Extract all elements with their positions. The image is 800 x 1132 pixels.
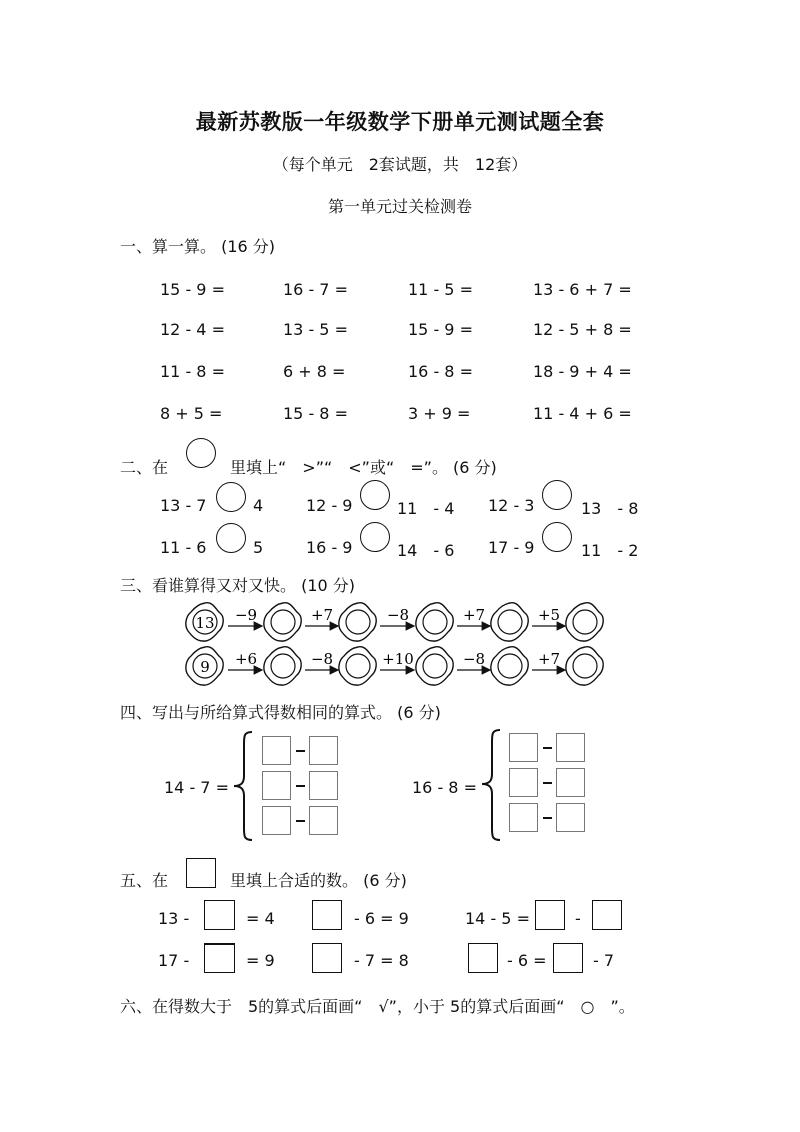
answer-circle[interactable] (360, 480, 390, 510)
minus-sign (296, 820, 305, 822)
calc-item: 13 - 6 + 7 = (533, 280, 632, 299)
section-3-heading: 三、看谁算得又对又快。 (10 分) (120, 576, 356, 595)
answer-box[interactable] (556, 733, 585, 762)
square-symbol (186, 858, 216, 888)
calc-item: 15 - 8 = (283, 404, 348, 423)
answer-box[interactable] (556, 803, 585, 832)
brace-left (230, 728, 260, 844)
calc-item: 18 - 9 + 4 = (533, 362, 632, 381)
fill-text: = 4 (246, 909, 275, 928)
answer-box[interactable] (509, 733, 538, 762)
minus-sign (543, 782, 552, 784)
minus-sign (543, 817, 552, 819)
op-label: +5 (537, 606, 561, 624)
op-label: −8 (386, 606, 410, 624)
compare-right: 5 (253, 538, 264, 557)
answer-box[interactable] (309, 806, 338, 835)
flower-answer[interactable] (416, 603, 453, 641)
fill-box[interactable] (204, 943, 235, 973)
fill-box[interactable] (468, 943, 498, 973)
flower-answer[interactable] (264, 647, 301, 685)
op-label: −8 (462, 650, 486, 668)
unit-title: 第一单元过关检测卷 (327, 197, 472, 216)
page-title: 最新苏教版一年级数学下册单元测试题全套 (195, 110, 605, 134)
fill-text: - 7 = 8 (354, 951, 409, 970)
flower-answer[interactable] (264, 603, 301, 641)
calc-item: 15 - 9 = (160, 280, 225, 299)
compare-right: 11 - 4 (397, 499, 455, 518)
answer-box[interactable] (309, 771, 338, 800)
answer-circle[interactable] (216, 523, 246, 553)
answer-box[interactable] (262, 736, 291, 765)
answer-circle[interactable] (542, 522, 572, 552)
op-label: +7 (537, 650, 561, 668)
fill-box[interactable] (312, 900, 342, 930)
answer-box[interactable] (309, 736, 338, 765)
fill-text: - (575, 909, 581, 928)
fill-box[interactable] (535, 900, 565, 930)
flower-answer[interactable] (566, 603, 603, 641)
fill-box[interactable] (592, 900, 622, 930)
fill-box[interactable] (204, 900, 235, 930)
flower-answer[interactable] (566, 647, 603, 685)
calc-item: 16 - 7 = (283, 280, 348, 299)
calc-item: 16 - 8 = (408, 362, 473, 381)
op-label: +6 (234, 650, 258, 668)
op-label: +7 (310, 606, 334, 624)
op-label: −9 (234, 606, 258, 624)
answer-box[interactable] (262, 806, 291, 835)
minus-sign (543, 747, 552, 749)
section-5-heading-prefix: 五、在 (120, 871, 169, 890)
compare-left: 12 - 9 (306, 496, 353, 515)
fill-box[interactable] (312, 943, 342, 973)
compare-right: 13 - 8 (581, 499, 639, 518)
fill-text: = 9 (246, 951, 275, 970)
answer-circle[interactable] (360, 522, 390, 552)
compare-left: 13 - 7 (160, 496, 207, 515)
calc-item: 15 - 9 = (408, 320, 473, 339)
answer-box[interactable] (509, 768, 538, 797)
calc-item: 3 + 9 = (408, 404, 471, 423)
compare-left: 16 - 9 (306, 538, 353, 557)
page-subtitle: （每个单元 2套试题，共 12套） (272, 155, 528, 174)
section-2-heading-suffix: 里填上“ >”“ <”或“ =”。 (6 分) (230, 458, 497, 477)
op-label: +7 (462, 606, 486, 624)
answer-box[interactable] (509, 803, 538, 832)
compare-right: 4 (253, 496, 264, 515)
flower-answer[interactable] (491, 603, 528, 641)
calc-item: 6 + 8 = (283, 362, 346, 381)
chain-1-start: 13 (195, 614, 215, 632)
section-6-heading: 六、在得数大于 5的算式后面画“ √”，小于 5的算式后面画“ ○ ”。 (120, 997, 635, 1016)
section-2-heading-prefix: 二、在 (120, 458, 169, 477)
circle-symbol (186, 438, 216, 468)
minus-sign (296, 750, 305, 752)
calc-item: 12 - 4 = (160, 320, 225, 339)
calc-item: 11 - 4 + 6 = (533, 404, 632, 423)
answer-circle[interactable] (542, 480, 572, 510)
flower-answer[interactable] (416, 647, 453, 685)
answer-circle[interactable] (216, 482, 246, 512)
answer-box[interactable] (556, 768, 585, 797)
fill-text: 13 - (158, 909, 190, 928)
fill-box[interactable] (553, 943, 583, 973)
fill-text: - 6 = 9 (354, 909, 409, 928)
section-5-heading-suffix: 里填上合适的数。 (6 分) (230, 871, 407, 890)
fill-text: 14 - 5 = (465, 909, 530, 928)
op-label: −8 (310, 650, 334, 668)
calc-item: 12 - 5 + 8 = (533, 320, 632, 339)
compare-left: 17 - 9 (488, 538, 535, 557)
flower-answer[interactable] (339, 603, 376, 641)
brace-right (478, 726, 508, 844)
calc-item: 13 - 5 = (283, 320, 348, 339)
flower-chains (180, 596, 620, 692)
op-label: +10 (382, 650, 414, 668)
calc-item: 11 - 5 = (408, 280, 473, 299)
equation-left: 14 - 7 = (164, 778, 229, 797)
section-4-heading: 四、写出与所给算式得数相同的算式。 (6 分) (120, 703, 441, 722)
compare-left: 11 - 6 (160, 538, 207, 557)
minus-sign (296, 785, 305, 787)
calc-item: 11 - 8 = (160, 362, 225, 381)
compare-right: 11 - 2 (581, 541, 639, 560)
flower-answer[interactable] (491, 647, 528, 685)
equation-right: 16 - 8 = (412, 778, 477, 797)
answer-box[interactable] (262, 771, 291, 800)
chain-2-start: 9 (200, 658, 210, 676)
calc-item: 8 + 5 = (160, 404, 223, 423)
flower-answer[interactable] (339, 647, 376, 685)
compare-left: 12 - 3 (488, 496, 535, 515)
fill-text: - 7 (593, 951, 615, 970)
compare-right: 14 - 6 (397, 541, 455, 560)
fill-text: 17 - (158, 951, 190, 970)
fill-text: - 6 = (507, 951, 547, 970)
section-1-heading: 一、算一算。 (16 分) (120, 237, 276, 256)
